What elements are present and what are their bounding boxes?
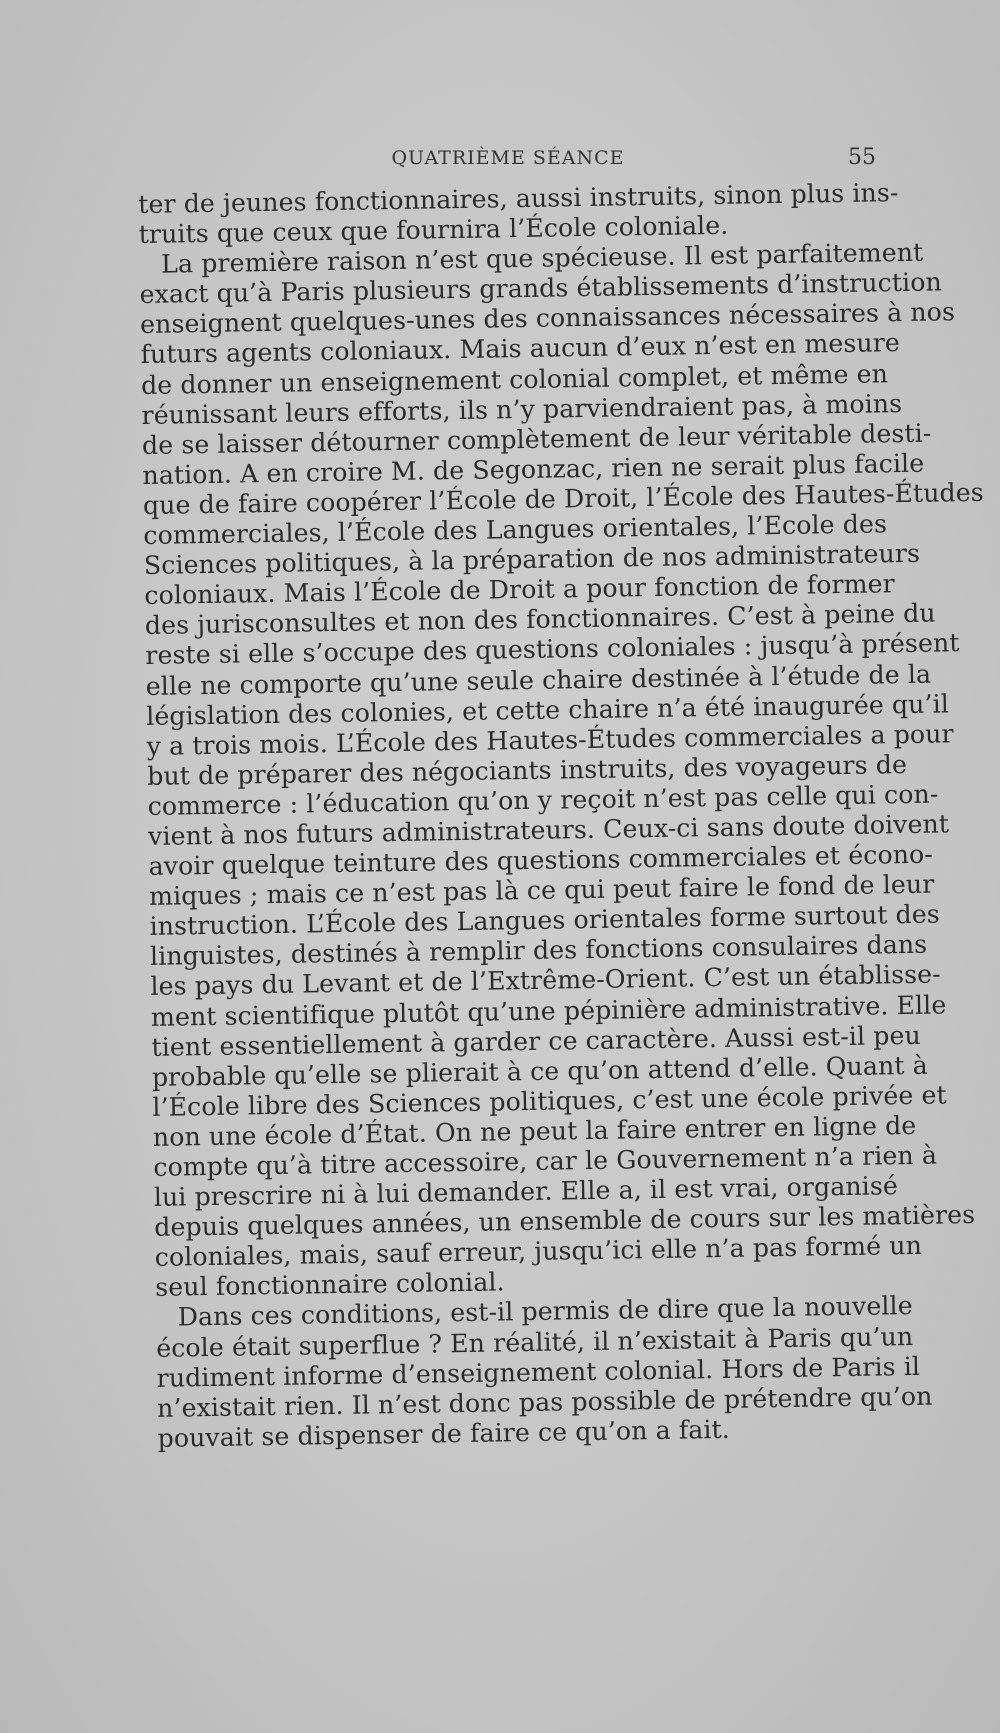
text-line: de donner un enseignement colonial complet, et même en [140, 358, 889, 400]
text-line: commerciales, l’École des Langues orientales, l’Ecole des [143, 509, 888, 550]
text-line: rudiment informe d’enseignement colonial. Hors de Paris il [156, 1351, 921, 1393]
text-line: instruction. L’École des Langues orientales forme surtout des [149, 899, 941, 942]
text-line: La première raison n’est que spécieuse. Il est parfaitement [160, 237, 924, 279]
text-line: seul fonctionnaire colonial. [155, 1267, 505, 1303]
text-line: linguistes, destinés à remplir des fonctions consulaires dans [149, 930, 928, 972]
text-line: ter de jeunes fonctionnaires, aussi instruits, sinon plus ins- [138, 178, 899, 219]
text-line: les pays du Levant et de l’Extrême-Orient. C’est un établisse- [150, 959, 941, 1002]
text-line: législation des colonies, et cette chaire n’a été inaugurée qu’il [146, 688, 950, 731]
text-line: truits que ceux que fournira l’École coloniale. [138, 210, 729, 250]
text-line: non une école d’État. On ne peut la faire entrer en ligne de [152, 1110, 917, 1152]
text-line: but de préparer des négociants instruits, des voyageurs de [146, 749, 908, 791]
text-line: l’École libre des Sciences politiques, c’est une école privée et [152, 1080, 947, 1122]
text-line: lui prescrire ni à lui demander. Elle a, il est vrai, organisé [153, 1171, 899, 1212]
text-line: exact qu’à Paris plusieurs grands établissements d’instruction [139, 267, 943, 310]
text-line: ment scientifique plutôt qu’une pépinière administrative. Elle [150, 989, 947, 1032]
text-line: que de faire coopérer l’École de Droit, l’École des Hautes-Études [142, 477, 985, 520]
text-line: Dans ces conditions, est-il permis de dire que la nouvelle [177, 1291, 913, 1332]
text-line: des jurisconsultes et non des fonctionnaires. C’est à peine du [144, 598, 936, 641]
text-line: n’existait rien. Il n’est donc pas possible de prétendre qu’on [156, 1381, 933, 1423]
text-line: compte qu’à titre accessoire, car le Gouvernement n’a rien à [153, 1140, 938, 1182]
text-line: y a trois mois. L’École des Hautes-Études commerciales a pour [146, 718, 954, 761]
page-header [140, 147, 876, 177]
page-number: 55 [848, 145, 876, 170]
text-line: pouvait se dispenser de faire ce qu’on a fait. [157, 1414, 731, 1453]
text-line: coloniaux. Mais l’École de Droit a pour fonction de former [144, 569, 895, 611]
text-line: commerce : l’éducation qu’on y reçoit n’est pas celle qui con- [147, 779, 939, 821]
text-line: réunissant leurs efforts, ils n’y parviendraient pas, à moins [141, 388, 903, 430]
text-line: nation. A en croire M. de Segonzac, rien ne serait plus facile [142, 448, 925, 490]
text-line: elle ne comporte qu’une seule chaire destinée à l’étude de la [145, 659, 932, 701]
text-line: vient à nos futurs administrateurs. Ceux-ci sans doute doivent [147, 809, 950, 851]
text-line: depuis quelques années, un ensemble de cours sur les matières [154, 1200, 976, 1243]
text-line: reste si elle s’occupe des questions coloniales : jusqu’à présent [145, 628, 960, 671]
text-line: avoir quelque teinture des questions commerciales et écono- [148, 839, 934, 881]
text-line: enseignent quelques-unes des connaissances nécessaires à nos [139, 297, 956, 340]
body-text [138, 178, 985, 1453]
text-line: coloniales, mais, sauf erreur, jusqu’ici elle n’a pas formé un [154, 1231, 923, 1273]
text-line: probable qu’elle se plierait à ce qu’on attend d’elle. Quant à [151, 1050, 928, 1092]
text-line: école était superflue ? En réalité, il n’existait à Paris qu’un [155, 1321, 914, 1363]
text-line: de se laisser détourner complètement de leur véritable desti- [141, 418, 932, 460]
text-line: miques ; mais ce n’est pas là ce qui peut faire le fond de leur [148, 869, 935, 912]
text-line: tient essentiellement à garder ce caractère. Aussi est-il peu [151, 1020, 921, 1062]
running-head: QUATRIÈME SÉANCE [391, 147, 625, 169]
text-line: Sciences politiques, à la préparation de nos administrateurs [143, 538, 921, 581]
text-line: futurs agents coloniaux. Mais aucun d’eux n’est en mesure [140, 328, 901, 370]
